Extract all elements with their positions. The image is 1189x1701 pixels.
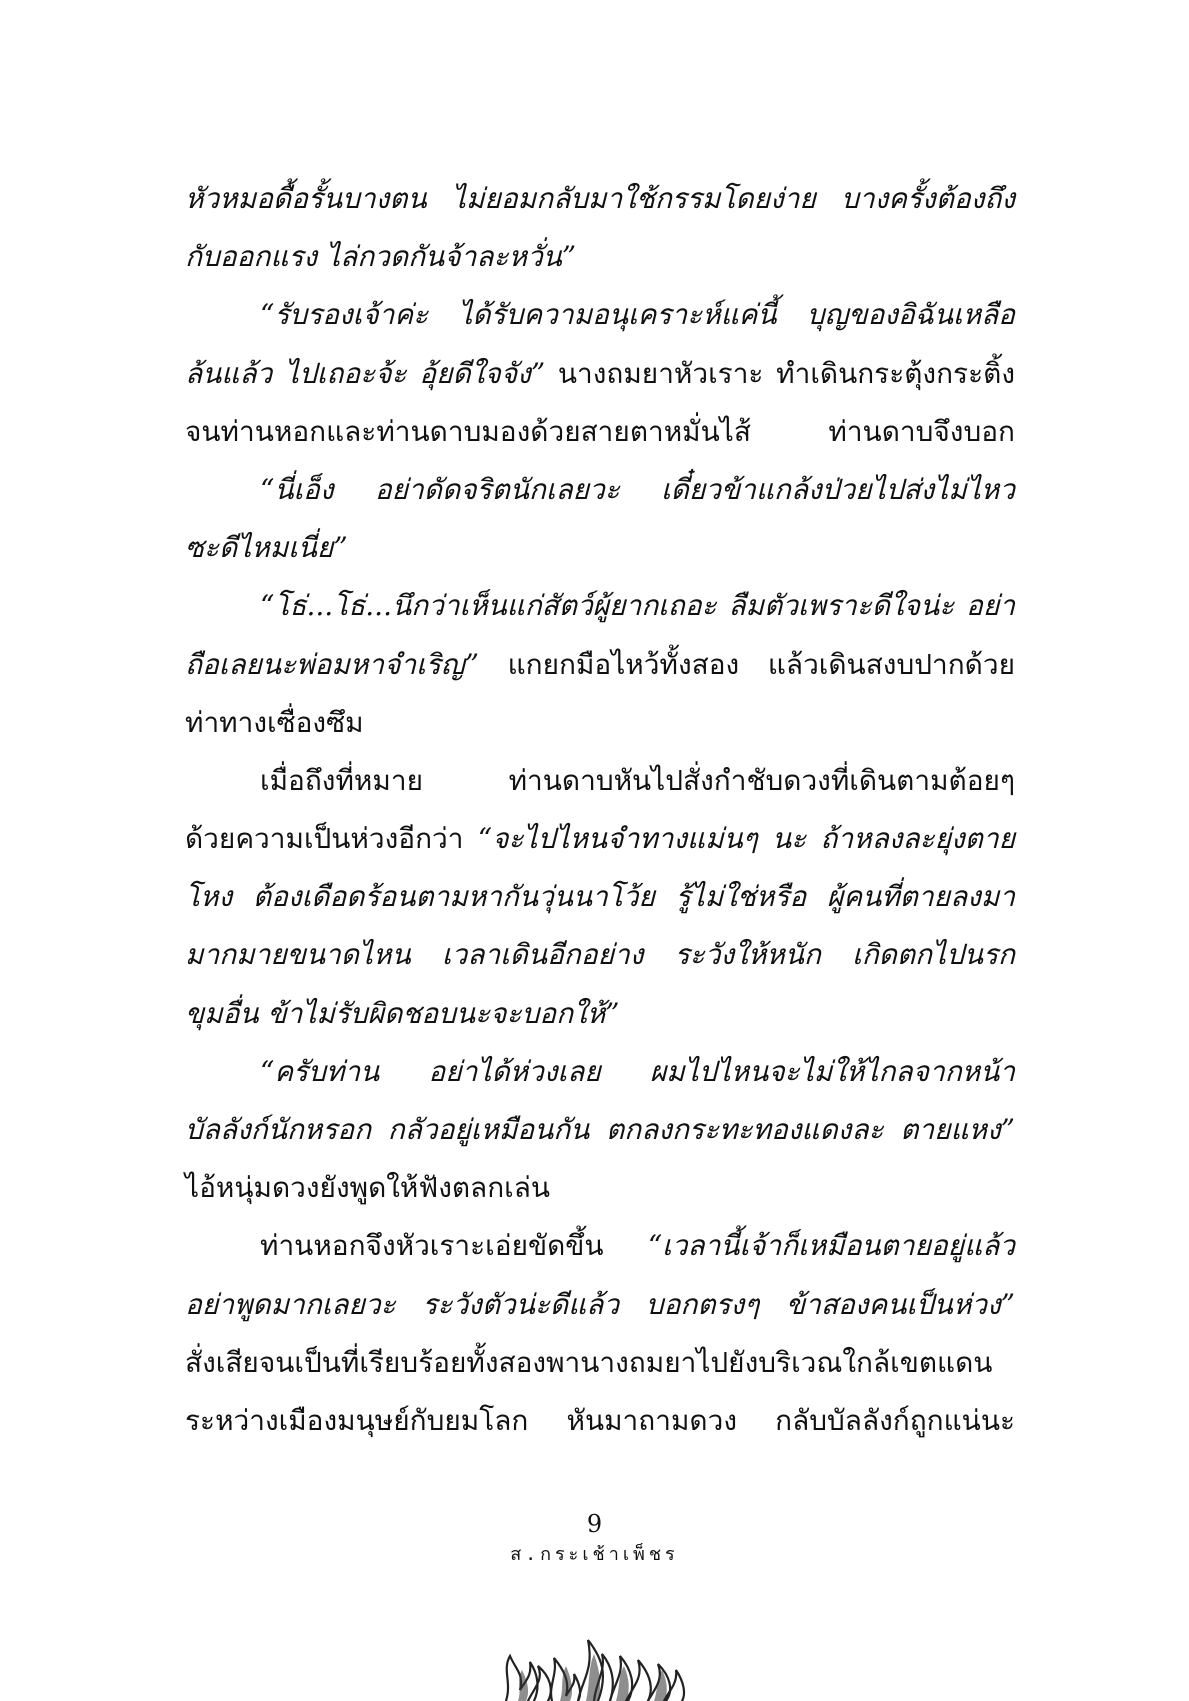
text-line xyxy=(185,228,1015,286)
text-line xyxy=(185,1276,1015,1334)
text-line xyxy=(185,519,1015,577)
text-line xyxy=(185,170,1015,228)
text-line xyxy=(185,1101,1015,1159)
text-line xyxy=(185,1392,1015,1450)
text-segment: ระหว่างเมืองมนุษย์กับยมโลก หันมาถามดวง กลับบัลลังก์ถูกแน่นะ xyxy=(185,1403,1015,1437)
text-line xyxy=(185,694,1015,752)
text-line xyxy=(185,985,1015,1043)
text-segment: อย่าพูดมากเลยวะ ระวังตัวน่ะดีแล้ว บอกตรงๆ ข้าสองคนเป็นห่วง” xyxy=(185,1287,1015,1321)
text-segment: ไอ้หนุ่มดวงยังพูดให้ฟังตลกเล่น xyxy=(185,1171,551,1205)
text-line xyxy=(185,636,1015,694)
text-line xyxy=(185,286,1015,344)
body-text xyxy=(185,170,1015,1450)
text-segment: “นี่เอ็ง อย่าดัดจริตนักเลยวะ เดี๋ยวข้าแกล้งป่วยไปส่งไม่ไหว xyxy=(260,472,1015,506)
text-segment: “โธ่...โธ่...นึกว่าเห็นแก่สัตว์ผู้ยากเถอะ ลืมตัวเพราะดีใจน่ะ อย่า xyxy=(260,589,1015,623)
text-line xyxy=(185,1334,1015,1392)
text-segment: เมื่อถึงที่หมาย ท่านดาบหันไปสั่งกำชับดวงที่เดินตามต้อยๆ xyxy=(260,763,1015,797)
page-number: 9 xyxy=(586,1510,603,1538)
text-segment: ท่าทางเซื่องซึม xyxy=(185,705,364,739)
text-segment: ถือเลยนะพ่อมหาจำเริญ” xyxy=(185,647,479,681)
text-segment: นางถมยาหัวเราะ ทำเดินกระตุ้งกระติ้ง xyxy=(545,356,1015,390)
text-segment: สั่งเสียจนเป็นที่เรียบร้อยทั้งสองพานางถมยาไปยังบริเวณใกล้เขตแดน xyxy=(185,1345,993,1379)
text-line xyxy=(185,926,1015,984)
text-segment: “จะไปไหนจำทางแม่นๆ นะ ถ้าหลงละยุ่งตาย xyxy=(477,822,1015,856)
text-segment: จนท่านหอกและท่านดาบมองด้วยสายตาหมั่นไส้ ท่านดาบจึงบอก xyxy=(185,414,1015,448)
text-line xyxy=(185,577,1015,635)
text-segment: ด้วยความเป็นห่วงอีกว่า xyxy=(185,822,478,856)
text-line xyxy=(185,752,1015,810)
text-line xyxy=(185,1159,1015,1217)
text-segment: ซะดีไหมเนี่ย” xyxy=(185,531,348,565)
text-line xyxy=(185,461,1015,519)
text-line xyxy=(185,1043,1015,1101)
text-line xyxy=(185,403,1015,461)
text-line xyxy=(185,345,1015,403)
text-segment: “รับรองเจ้าค่ะ ได้รับความอนุเคราะห์แค่นี้ บุญของอิฉันเหลือ xyxy=(260,298,1015,332)
text-segment: “เวลานี้เจ้าก็เหมือนตายอยู่แล้ว xyxy=(647,1229,1015,1263)
author-signature: ส.กระเช้าเพ็ชร xyxy=(510,1544,679,1565)
text-segment: มากมายขนาดไหน เวลาเดินอีกอย่าง ระวังให้หนัก เกิดตกไปนรก xyxy=(185,938,1015,972)
text-segment: “ครับท่าน อย่าได้ห่วงเลย ผมไปไหนจะไม่ให้ไกลจากหน้า xyxy=(260,1054,1015,1088)
flame-decoration-icon xyxy=(498,1570,688,1701)
text-segment: บัลลังก์นักหรอก กลัวอยู่เหมือนกัน ตกลงกระทะทองแดงละ ตายแหง” xyxy=(185,1113,1015,1146)
text-segment: กับออกแรง ไล่กวดกันจ้าละหวั่น” xyxy=(185,240,577,274)
text-line xyxy=(185,868,1015,926)
text-segment: หัวหมอดื้อรั้นบางตน ไม่ยอมกลับมาใช้กรรมโดยง่าย บางครั้งต้องถึง xyxy=(185,182,1015,215)
text-line xyxy=(185,810,1015,868)
text-line xyxy=(185,1217,1015,1275)
text-segment: ท่านหอกจึงหัวเราะเอ่ยขัดขึ้น xyxy=(260,1229,648,1263)
text-segment: ล้นแล้ว ไปเถอะจ้ะ อุ้ยดีใจจัง” xyxy=(185,356,546,390)
text-segment: โหง ต้องเดือดร้อนตามหากันวุ่นนาโว้ย รู้ไม่ใช่หรือ ผู้คนที่ตายลงมา xyxy=(185,880,1015,914)
text-segment: ขุมอื่น ข้าไม่รับผิดชอบนะจะบอกให้” xyxy=(185,996,620,1030)
text-segment: แกยกมือไหว้ทั้งสอง แล้วเดินสงบปากด้วย xyxy=(478,647,1015,681)
